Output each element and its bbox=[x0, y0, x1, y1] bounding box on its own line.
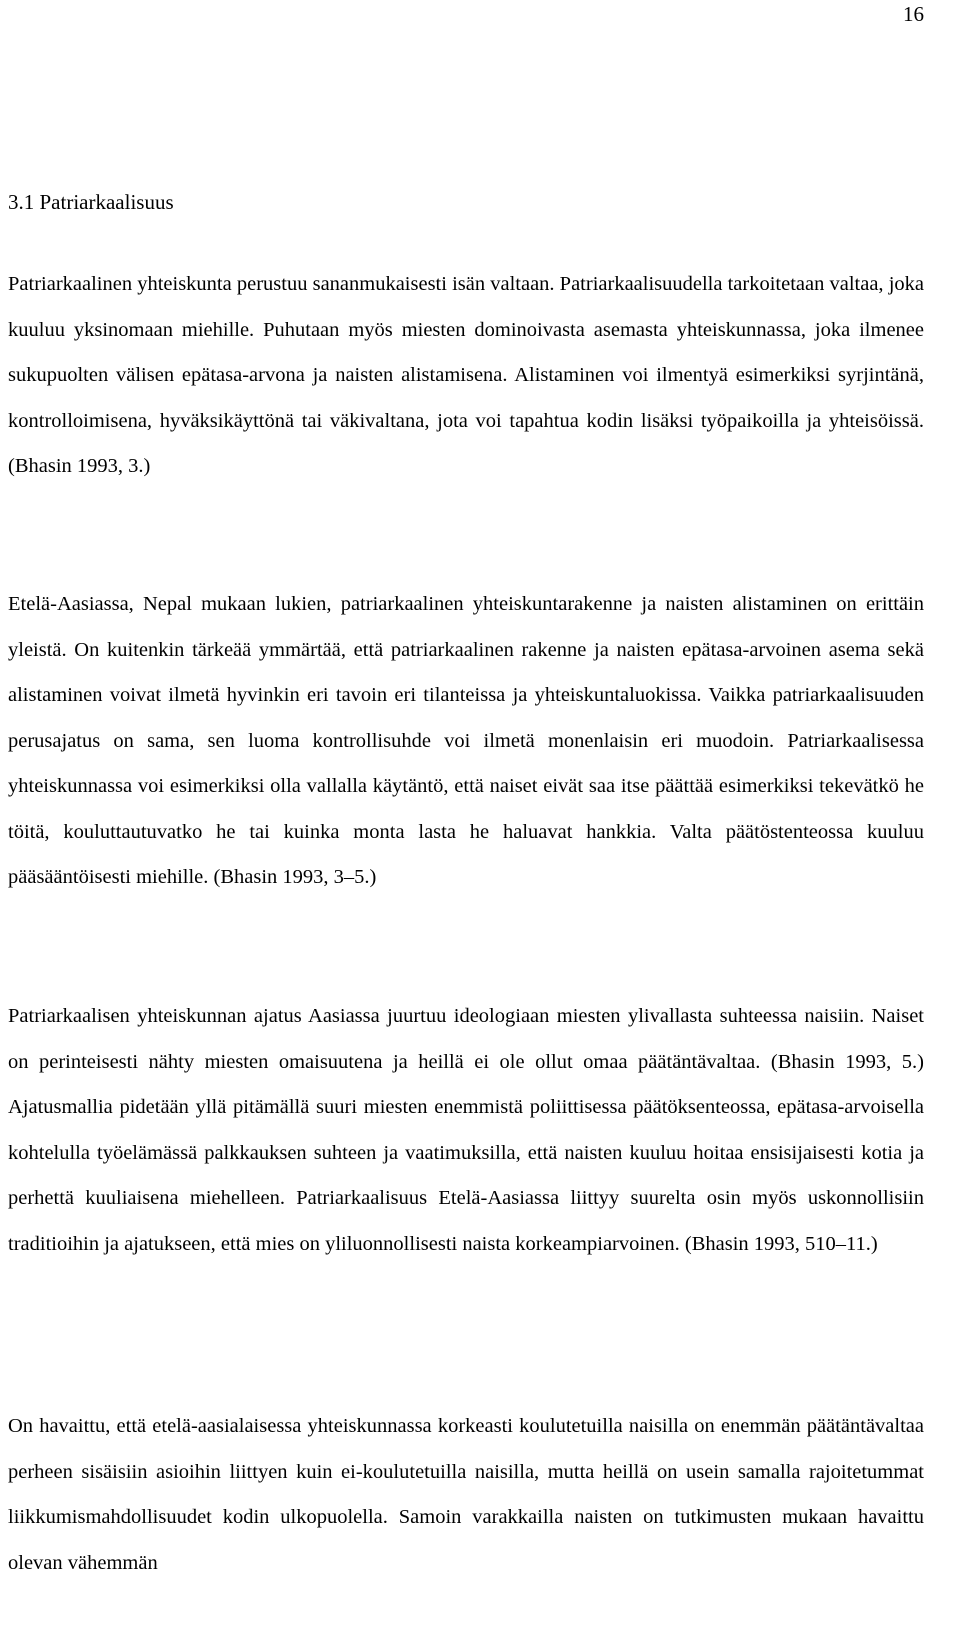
body-paragraph: Patriarkaalisen yhteiskunnan ajatus Aasiassa juurtuu ideologiaan miesten ylivallasta suhteessa naisiin. Naiset on perinteisesti nähty miesten omaisuutena ja heillä ei ole ollut omaa päätäntävaltaa. (Bhasin 1993, 5.) Ajatusmallia pidetään yllä pitämällä suuri miesten enemmistä poliittisessa päätöksenteossa, epätasa-arvoisella kohtelulla työelämässä palkkauksen suhteen ja vaatimuksilla, että naisten kuuluu hoitaa ensisijaisesti kotia ja perhettä kuuliaisena miehelleen. Patriarkaalisuus Etelä-Aasiassa liittyy suurelta osin myös uskonnollisiin traditioihin ja ajatukseen, että mies on yliluonnollisesti naista korkeampiarvoinen. (Bhasin 1993, 510–11.) bbox=[8, 1005, 924, 1255]
body-paragraph: Etelä-Aasiassa, Nepal mukaan lukien, patriarkaalinen yhteiskuntarakenne ja naisten alistaminen on erittäin yleistä. On kuitenkin tärkeää ymmärtää, että patriarkaalinen rakenne ja naisten epätasa-arvoinen asema sekä alistaminen voivat ilmetä hyvinkin eri tavoin eri tilanteissa ja yhteiskuntaluokissa. Vaikka patriarkaalisuuden perusajatus on sama, sen luoma kontrollisuhde voi ilmetä monenlaisin eri muodoin. Patriarkaalisessa yhteiskunnassa voi esimerkiksi olla vallalla käytäntö, että naiset eivät saa itse päättää esimerkiksi tekevätkö he töitä, kouluttautuvatko he tai kuinka monta lasta he haluavat hankkia. Valta päätöstenteossa kuuluu pääsääntöisesti miehille. (Bhasin 1993, 3–5.) bbox=[8, 593, 924, 888]
body-paragraph: Patriarkaalinen yhteiskunta perustuu sananmukaisesti isän valtaan. Patriarkaalisuudella tarkoitetaan valtaa, joka kuuluu yksinomaan miehille. Puhutaan myös miesten dominoivasta asemasta yhteiskunnassa, joka ilmenee sukupuolten välisen epätasa-arvona ja naisten alistamisena. Alistaminen voi ilmentyä esimerkiksi syrjintänä, kontrolloimisena, hyväksikäyttönä tai väkivaltana, jota voi tapahtua kodin lisäksi työpaikoilla ja yhteisöissä. (Bhasin 1993, 3.) bbox=[8, 273, 924, 477]
section-heading: 3.1 Patriarkaalisuus bbox=[8, 190, 174, 214]
body-paragraph: On havaittu, että etelä-aasialaisessa yhteiskunnassa korkeasti koulutetuilla naisilla on enemmän päätäntävaltaa perheen sisäisiin asioihin liittyen kuin ei-koulutetuilla naisilla, mutta heillä on usein samalla rajoitetummat liikkumismahdollisuudet kodin ulkopuolella. Samoin varakkailla naisten on tutkimusten mukaan havaittu olevan vähemmän bbox=[8, 1415, 924, 1574]
page-number: 16 bbox=[903, 2, 924, 26]
